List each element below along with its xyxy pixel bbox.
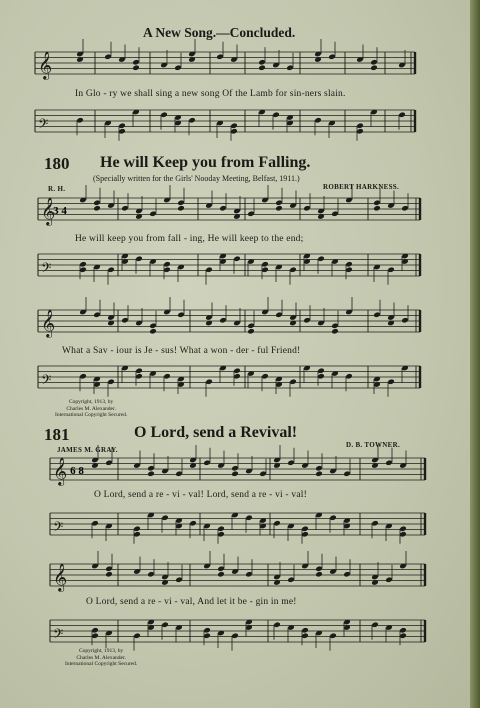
- bass-clef-icon: 𝄢: [38, 116, 49, 135]
- hymn-180-author-right: ROBERT HARKNESS.: [323, 183, 399, 191]
- notehead: [147, 470, 155, 477]
- hymn-181-author-left: JAMES M. GRAY.: [57, 446, 118, 454]
- notehead: [373, 205, 381, 212]
- staff-systems: [35, 39, 425, 651]
- notehead: [315, 571, 323, 578]
- notehead: [258, 64, 266, 71]
- notehead: [247, 328, 255, 335]
- bass-clef-icon: 𝄢: [53, 519, 64, 538]
- hymn-180-author-left: R. H.: [48, 185, 66, 193]
- hymn-180-lyric-line-2: What a Sav - iour is Je - sus! What a won - der - ful Friend!: [62, 346, 301, 356]
- hymn-181-number: 181: [44, 425, 70, 444]
- hymn-181-lyric-line-1: O Lord, send a re - vi - val! Lord, send a re - vi - val!: [94, 490, 307, 500]
- prev-hymn-lyric: In Glo - ry we shall sing a new song Of the Lamb for sin-ners slain.: [75, 89, 346, 99]
- treble-clef-icon: 𝄞: [53, 563, 68, 591]
- hymn-180-copyright: Copyright, 1913, by Charles M. Alexander. International Copyright Secured.: [55, 399, 128, 418]
- notehead: [149, 328, 157, 335]
- notehead: [177, 205, 185, 212]
- notehead: [105, 571, 113, 578]
- notehead: [331, 328, 339, 335]
- hymn-180-subtitle: (Specially written for the Girls' Nooday Meeting, Belfast, 1911.): [93, 174, 300, 183]
- notehead: [315, 470, 323, 477]
- notehead: [217, 571, 225, 578]
- treble-clef-icon: 𝄞: [41, 197, 56, 225]
- prev-hymn-title: A New Song.—Concluded.: [143, 25, 296, 40]
- hymn-181-lyric-line-2: O Lord, send a re - vi - val, And let it be - gin in me!: [86, 597, 297, 607]
- time-signature-180-treble: 3 4: [53, 205, 67, 217]
- bass-clef-icon: 𝄢: [41, 372, 52, 391]
- bass-clef-icon: 𝄢: [53, 626, 64, 645]
- hymn-180-number: 180: [44, 154, 70, 173]
- treble-clef-icon: 𝄞: [53, 457, 68, 485]
- time-signatures: [53, 205, 84, 477]
- treble-clef-icon: 𝄞: [41, 309, 56, 337]
- hymn-180-title: He will Keep you from Falling.: [100, 154, 311, 171]
- notehead: [132, 64, 140, 71]
- hymn-181-author-right: D. B. TOWNER.: [346, 441, 401, 449]
- hymn-180-lyric-line-1: He will keep you from fall - ing, He will keep to the end;: [75, 234, 304, 244]
- notehead: [275, 205, 283, 212]
- bass-clef-icon: 𝄢: [41, 260, 52, 279]
- notehead: [370, 64, 378, 71]
- hymn-181-copyright: Copyright, 1913, by Charles M. Alexander. International Copyright Secured.: [65, 648, 138, 667]
- notehead: [93, 205, 101, 212]
- page-edge: [470, 0, 480, 708]
- treble-clef-icon: 𝄞: [38, 51, 53, 79]
- hymn-181-title: O Lord, send a Revival!: [134, 424, 298, 441]
- time-signature-181-treble: 6 8: [70, 465, 84, 477]
- notehead: [231, 470, 239, 477]
